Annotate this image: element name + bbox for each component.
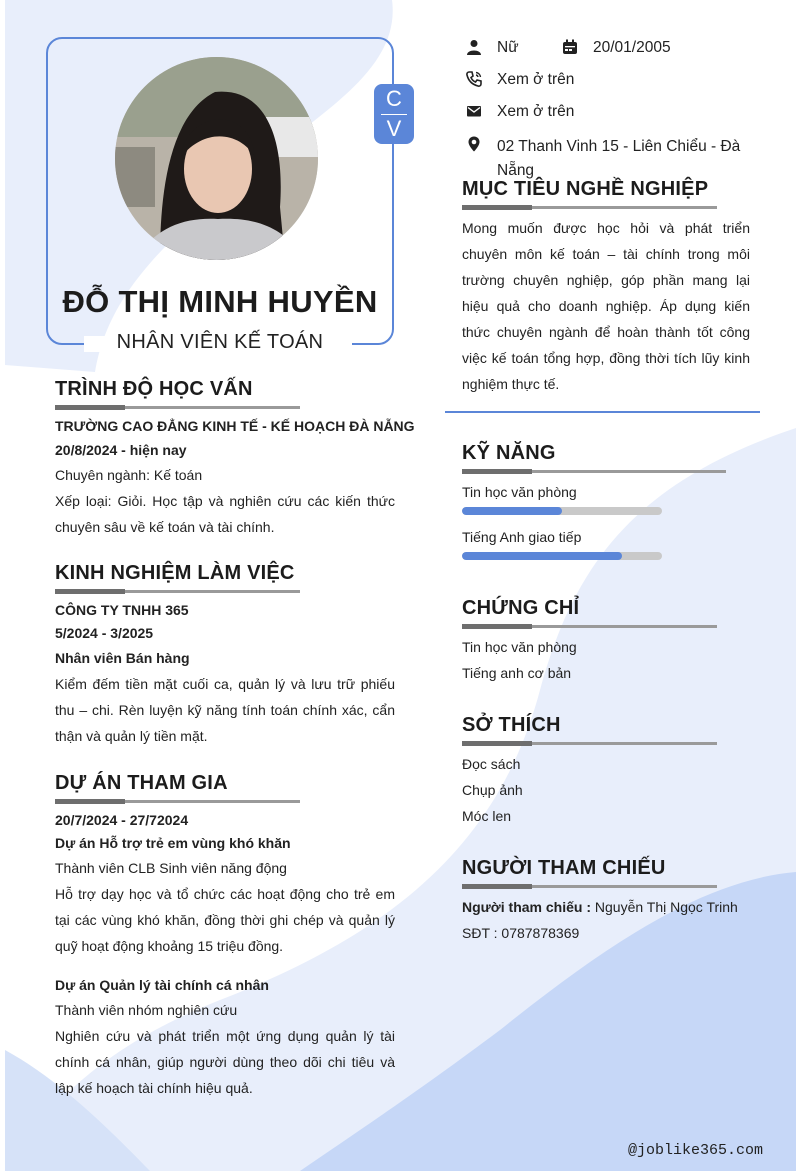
objective-text: Mong muốn được học hỏi và phát triển chuyên môn kế toán – tài chính trong môi trường chuyên nghiệp, góp phần mang lại hiệu quả cho doanh nghiệp. Áp dụng kiến thức chuyên ngành để hoàn thành tốt công việc kế toán tổng hợp, đồng thời tích lũy kinh nghiệm thực tế. (462, 220, 750, 392)
mail-icon (466, 103, 482, 119)
candidate-role: NHÂN VIÊN KẾ TOÁN (116, 331, 324, 353)
person-icon (466, 39, 482, 55)
certificates-rule (462, 625, 717, 628)
candidate-name: ĐỖ THỊ MINH HUYỀN (62, 284, 378, 319)
project-2-role: Thành viên nhóm nghiên cứu (55, 1002, 238, 1018)
location-pin-icon (466, 136, 482, 152)
calendar-icon (562, 39, 578, 55)
cv-badge (374, 84, 414, 144)
experience-period: 5/2024 - 3/2025 (55, 625, 154, 641)
projects-rule (55, 800, 300, 803)
certificate-item: Tin học văn phòng (462, 639, 577, 655)
objective-title: MỤC TIÊU NGHỀ NGHIỆP (462, 178, 709, 200)
skills-title: KỸ NĂNG (462, 442, 556, 464)
experience-position: Nhân viên Bán hàng (55, 650, 190, 666)
experience-desc: Kiểm đếm tiền mặt cuối ca, quản lý và lưu trữ phiếu thu – chi. Rèn luyện kỹ năng tính toán chính xác, cẩn thận và quản lý tiền mặt. (55, 676, 395, 744)
education-period: 20/8/2024 - hiện nay (55, 442, 187, 458)
education-rank: Xếp loại: Giỏi. Học tập và nghiên cứu các kiến thức chuyên sâu về kế toán và tài chính. (55, 493, 395, 535)
certificates-title: CHỨNG CHỈ (462, 597, 580, 619)
experience-title: KINH NGHIỆM LÀM VIỆC (55, 562, 295, 584)
hobby-item: Móc len (462, 808, 512, 824)
column-divider (445, 411, 760, 413)
experience-rule (55, 590, 300, 593)
cv-badge-line (381, 114, 407, 115)
birthday-value: 20/01/2005 (593, 39, 671, 56)
reference-rule (462, 885, 717, 888)
education-school: TRƯỜNG CAO ĐẲNG KINH TẾ - KẾ HOẠCH ĐÀ NẴNG (55, 418, 415, 434)
project-1-period: 20/7/2024 - 27/72024 (55, 812, 189, 828)
skill-1-fill (462, 507, 562, 515)
reference-phone: SĐT : 0787878369 (462, 925, 580, 941)
skill-1-label: Tin học văn phòng (462, 484, 577, 500)
skill-2-bar (462, 552, 662, 560)
projects-title: DỰ ÁN THAM GIA (55, 772, 228, 794)
education-rule (55, 406, 300, 409)
gender-value: Nữ (497, 39, 519, 56)
experience-company: CÔNG TY TNHH 365 (55, 602, 189, 618)
phone-value: Xem ở trên (497, 71, 575, 88)
skill-1-bar (462, 507, 662, 515)
objective-rule (462, 206, 717, 209)
skills-rule (462, 470, 726, 473)
footer-watermark: @joblike365.com (628, 1142, 764, 1159)
project-1-desc: Hỗ trợ dạy học và tổ chức các hoạt động cho trẻ em tại các vùng khó khăn, đồng thời ghi chép và quản lý quỹ hoạt động khoảng 15 triệu đồng. (55, 886, 395, 954)
email-value: Xem ở trên (497, 103, 575, 120)
reference-label: Người tham chiếu : (462, 899, 591, 915)
project-2-desc: Nghiên cứu và phát triển một ứng dụng quản lý tài chính cá nhân, giúp người dùng theo dõi chi tiêu và lập kế hoạch tài chính hiệu quả. (55, 1028, 395, 1096)
project-2-name: Dự án Quản lý tài chính cá nhân (55, 977, 269, 993)
phone-icon (466, 71, 482, 87)
skill-2-label: Tiếng Anh giao tiếp (462, 529, 582, 545)
hobby-item: Chụp ảnh (462, 782, 523, 798)
hobby-item: Đọc sách (462, 756, 521, 772)
reference-line (462, 894, 738, 920)
cv-badge-v: V (386, 116, 402, 141)
certificate-item: Tiếng anh cơ bản (462, 665, 572, 681)
profile-photo-illustration (115, 57, 318, 260)
reference-title: NGƯỜI THAM CHIẾU (462, 857, 666, 879)
hobbies-title: SỞ THÍCH (462, 714, 561, 736)
reference-name: Nguyễn Thị Ngọc Trinh (594, 899, 738, 915)
profile-photo (115, 57, 318, 260)
skill-2-fill (462, 552, 622, 560)
project-1-role: Thành viên CLB Sinh viên năng động (55, 860, 287, 876)
education-major: Chuyên ngành: Kế toán (55, 467, 203, 483)
project-1-name: Dự án Hỗ trợ trẻ em vùng khó khăn (55, 835, 291, 851)
education-title: TRÌNH ĐỘ HỌC VẤN (55, 378, 253, 400)
hobbies-rule (462, 742, 717, 745)
cv-badge-c: C (386, 86, 402, 111)
address-value: 02 Thanh Vinh 15 - Liên Chiểu - Đà Nẵng (497, 138, 741, 179)
